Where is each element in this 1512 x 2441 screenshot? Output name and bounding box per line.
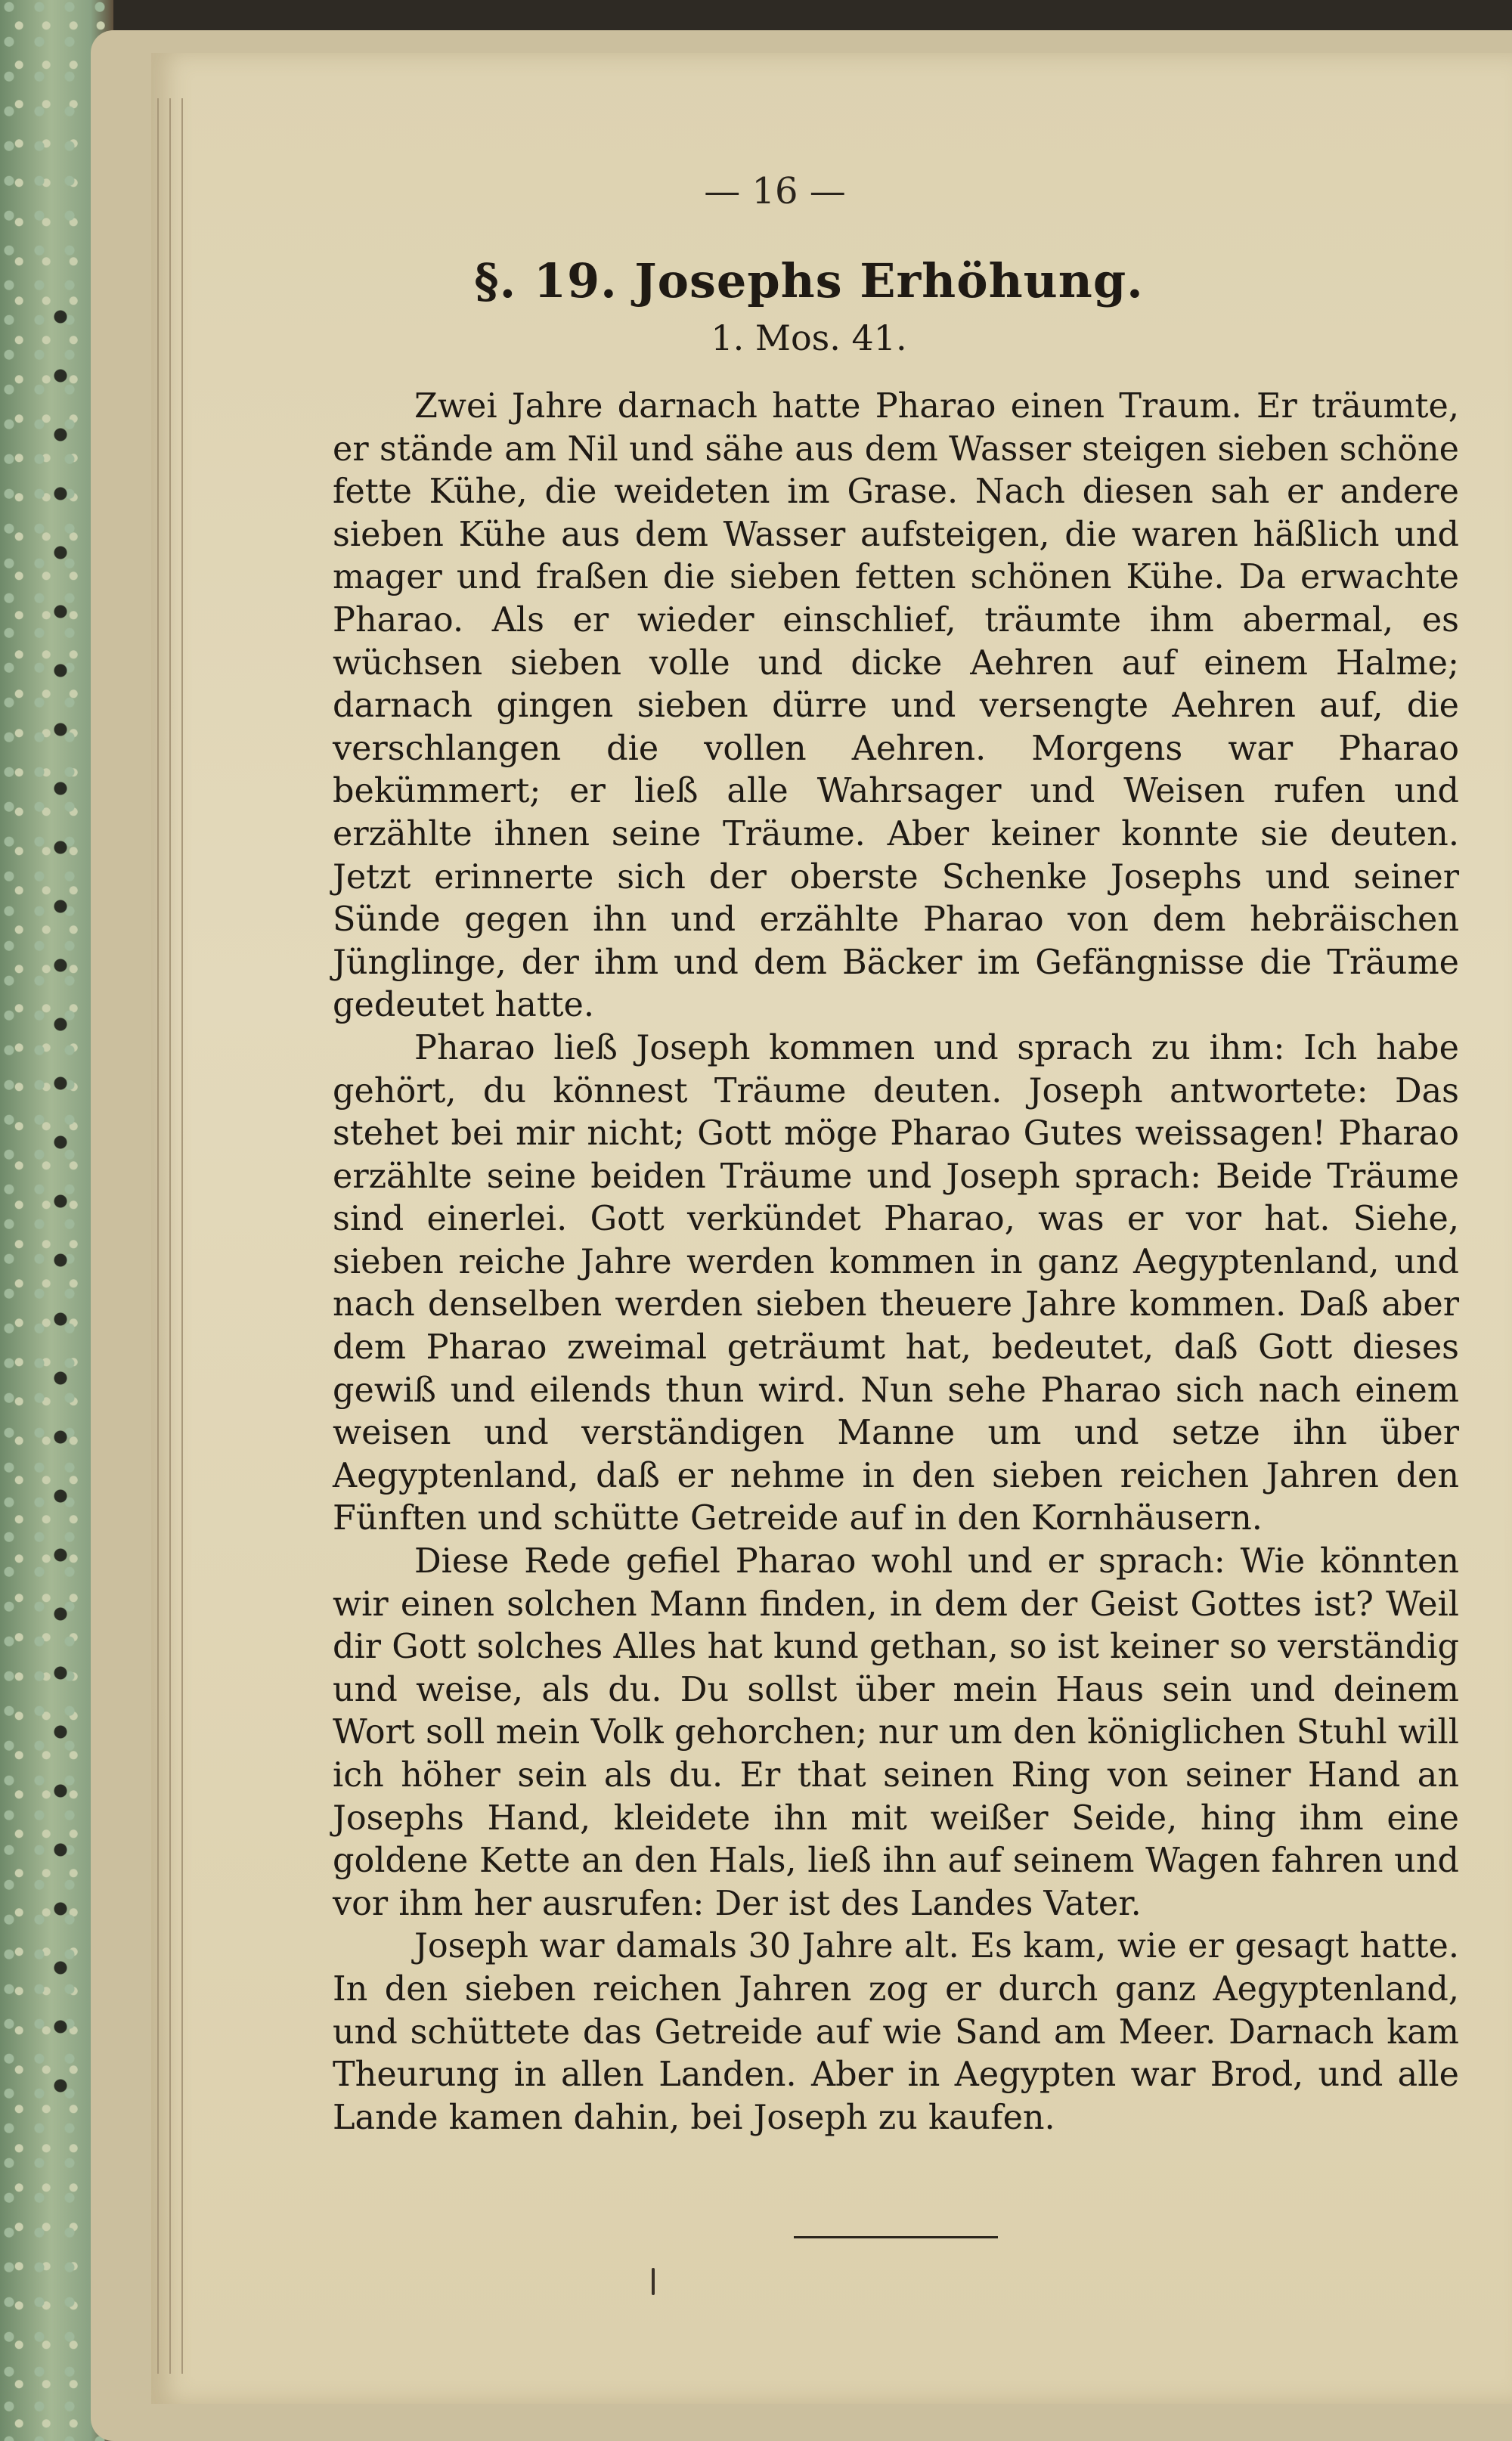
bible-reference: 1. Mos. 41. — [711, 318, 907, 358]
paragraph: Joseph war damals 30 Jahre alt. Es kam, wie er gesagt hatte. In den sieben reichen Jahren zog er durch ganz Aegyptenland, und schüttete das Getreide auf wie Sand am Meer. Darnach kam Theurung in allen Landen. Aber in Aegypten war Brod, und alle Lande kamen dahin, bei Joseph zu kaufen. — [333, 1927, 1459, 2137]
edge-pattern — [38, 287, 83, 2102]
body-text — [333, 386, 1459, 2139]
page-mark — [652, 2268, 655, 2295]
page-edge-line — [169, 98, 171, 2374]
section-heading: §. 19. Josephs Erhöhung. — [474, 253, 1144, 308]
page-edge-line — [157, 98, 159, 2374]
paragraph: Diese Rede gefiel Pharao wohl und er sprach: Wie könnten wir einen solchen Mann finden, in dem der Geist Gottes ist? Weil dir Gott solches Alles hat kund gethan, so ist keiner so verständig und weise, als du. Du sollst über mein Haus sein und deinem Wort soll mein Volk gehorchen; nur um den königlichen Stuhl will ich höher sein als du. Er that seinen Ring von seiner Hand an Josephs Hand, kleidete ihn mit weißer Seide, hing ihm eine goldene Kette an den Hals, ließ ihn auf seinem Wagen fahren und vor ihm her ausrufen: Der ist des Landes Vater. — [333, 1542, 1459, 1923]
page-edge-line — [181, 98, 183, 2374]
section-end-rule — [794, 2236, 998, 2238]
paragraph: Pharao ließ Joseph kommen und sprach zu ihm: Ich habe gehört, du könnest Träume deuten. Joseph antwortete: Das stehet bei mir nicht; Gott möge Pharao Gutes weissagen! Pharao erzählte seine beiden Träume und Joseph sprach: Beide Träume sind einerlei. Gott verkündet Pharao, was er vor hat. Siehe, sieben reiche Jahre werden kommen in ganz Aegyptenland, und nach denselben werden sieben theuere Jahre kommen. Daß aber dem Pharao zweimal geträumt hat, bedeutet, daß Gott dieses gewiß und eilends thun wird. Nun sehe Pharao sich nach einem weisen und verständigen Manne um und setze ihn über Aegyptenland, daß er nehme in den sieben reichen Jahren den Fünften und schütte Getreide auf in den Kornhäusern. — [333, 1028, 1459, 1538]
paragraph: Zwei Jahre darnach hatte Pharao einen Traum. Er träumte, er stände am Nil und sähe aus dem Wasser steigen sieben schöne fette Kühe, die weideten im Grase. Nach diesen sah er andere sieben Kühe aus dem Wasser aufsteigen, die waren häßlich und mager und fraßen die sieben fetten schönen Kühe. Da erwachte Pharao. Als er wieder einschlief, träumte ihm abermal, es wüchsen sieben volle und dicke Aehren auf einem Halme; darnach gingen sieben dürre und versengte Aehren auf, die verschlangen die vollen Aehren. Morgens war Pharao bekümmert; er ließ alle Wahrsager und Weisen rufen und erzählte ihnen seine Träume. Aber keiner konnte sie deuten. Jetzt erinnerte sich der oberste Schenke Josephs und seiner Sünde gegen ihn und erzählte Pharao von dem hebräischen Jünglinge, der ihm und dem Bäcker im Gefängnisse die Träume gedeutet hatte. — [333, 387, 1459, 1025]
page-number: — 16 — — [704, 170, 846, 212]
